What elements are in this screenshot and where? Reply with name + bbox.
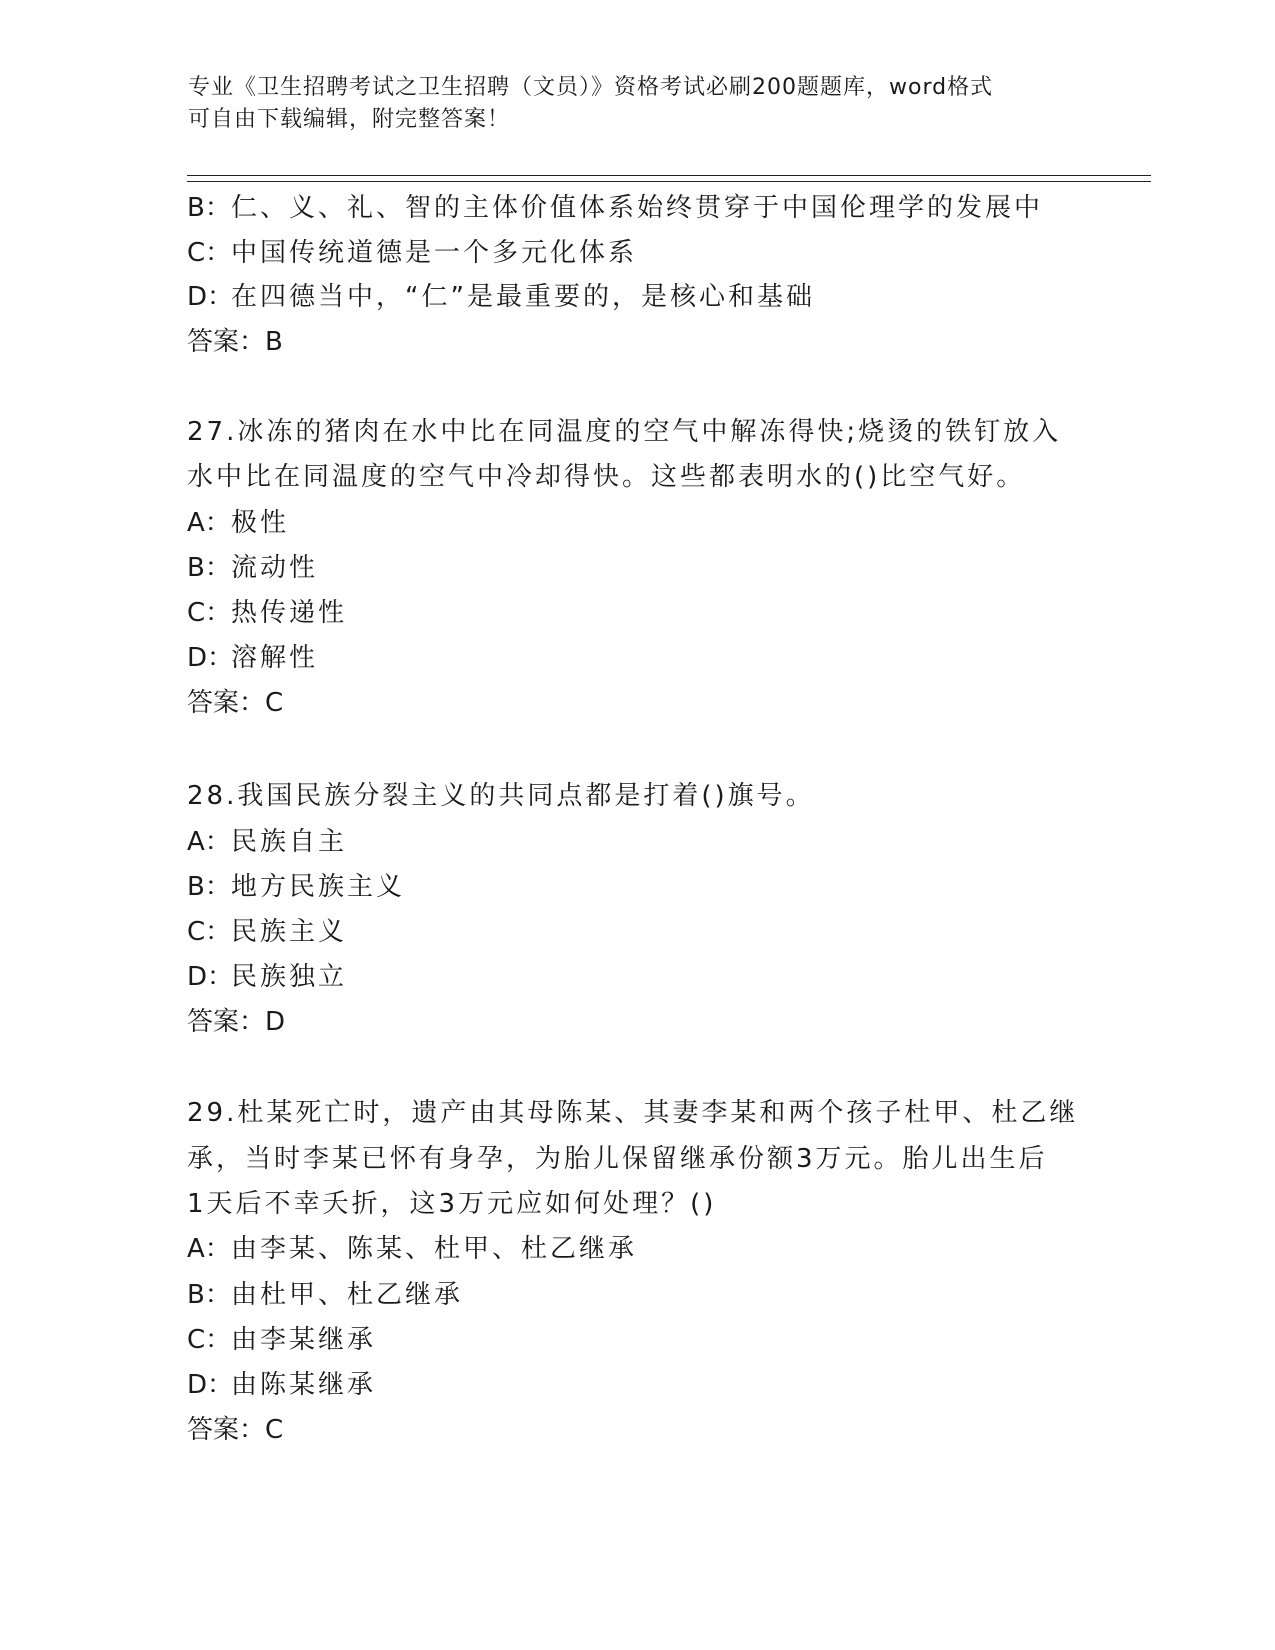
header-title-line2: 可自由下载编辑，附完整答案！: [188, 107, 511, 132]
option-key: B：: [187, 872, 231, 902]
option-a: [187, 506, 289, 540]
answer-value: D: [265, 1007, 286, 1037]
option-d: [187, 280, 815, 314]
answer-line: [187, 325, 283, 359]
option-text: 溶解性: [231, 643, 319, 673]
option-d: [187, 641, 318, 675]
option-text: 中国传统道德是一个多元化体系: [231, 238, 638, 268]
option-key: D：: [187, 1370, 234, 1400]
answer-line: [187, 1413, 283, 1447]
document-header: [188, 72, 1088, 136]
answer-label: 答案：: [187, 688, 266, 718]
option-text: 民族自主: [231, 827, 348, 857]
option-key: D：: [187, 962, 234, 992]
option-text: 在四德当中，“仁”是最重要的，是核心和基础: [231, 282, 815, 312]
option-key: A：: [187, 827, 231, 857]
option-c: [187, 596, 347, 630]
option-text: 由杜甲、杜乙继承: [231, 1280, 464, 1310]
question-27-stem-line2: 水中比在同温度的空气中冷却得快。这些都表明水的()比空气好。: [187, 462, 1026, 492]
option-key: B：: [187, 1280, 231, 1310]
option-b: [187, 191, 1043, 225]
answer-value: C: [265, 688, 284, 718]
option-key: B：: [187, 553, 231, 583]
option-b: [187, 870, 405, 904]
option-b: [187, 551, 318, 585]
option-key: C：: [187, 598, 232, 628]
option-key: C：: [187, 917, 232, 947]
question-29-stem-line1: 29.杜某死亡时，遗产由其母陈某、其妻李某和两个孩子杜甲、杜乙继: [187, 1098, 1079, 1128]
header-divider-bottom: [187, 181, 1151, 182]
answer-label: 答案：: [187, 327, 266, 357]
option-text: 极性: [231, 508, 290, 538]
answer-label: 答案：: [187, 1007, 266, 1037]
option-text: 由李某、陈某、杜甲、杜乙继承: [231, 1234, 638, 1264]
option-key: D：: [187, 282, 234, 312]
answer-label: 答案：: [187, 1415, 266, 1445]
option-c: [187, 915, 347, 949]
header-title-line1: 专业《卫生招聘考试之卫生招聘（文员）》资格考试必刷200题题库，word格式: [188, 75, 994, 100]
question-29-stem-line3: 1天后不幸夭折，这3万元应如何处理？(): [187, 1189, 717, 1219]
option-key: D：: [187, 643, 234, 673]
question-29-stem-line2: 承，当时李某已怀有身孕，为胎儿保留继承份额3万元。胎儿出生后: [187, 1144, 1048, 1174]
option-d: [187, 960, 347, 994]
option-key: A：: [187, 1234, 231, 1264]
option-key: C：: [187, 1325, 232, 1355]
question-27-stem-line1: 27.冰冻的猪肉在水中比在同温度的空气中解冻得快;烧烫的铁钉放入: [187, 417, 1062, 447]
answer-value: C: [265, 1415, 284, 1445]
option-c: [187, 1323, 376, 1357]
option-d: [187, 1368, 376, 1402]
option-text: 热传递性: [231, 598, 348, 628]
option-text: 由陈某继承: [231, 1370, 377, 1400]
option-text: 仁、义、礼、智的主体价值体系始终贯穿于中国伦理学的发展中: [231, 193, 1044, 223]
option-a: [187, 1232, 637, 1266]
answer-value: B: [265, 327, 283, 357]
option-text: 民族独立: [231, 962, 348, 992]
answer-line: [187, 686, 283, 720]
option-b: [187, 1278, 463, 1312]
option-key: B：: [187, 193, 231, 223]
option-text: 由李某继承: [231, 1325, 377, 1355]
question-28-stem-line1: 28.我国民族分裂主义的共同点都是打着()旗号。: [187, 781, 815, 811]
answer-line: [187, 1005, 285, 1039]
option-a: [187, 825, 347, 859]
option-text: 地方民族主义: [231, 872, 406, 902]
option-c: [187, 236, 637, 270]
option-text: 流动性: [231, 553, 319, 583]
option-text: 民族主义: [231, 917, 348, 947]
option-key: C：: [187, 238, 232, 268]
header-divider-top: [187, 175, 1151, 176]
option-key: A：: [187, 508, 231, 538]
